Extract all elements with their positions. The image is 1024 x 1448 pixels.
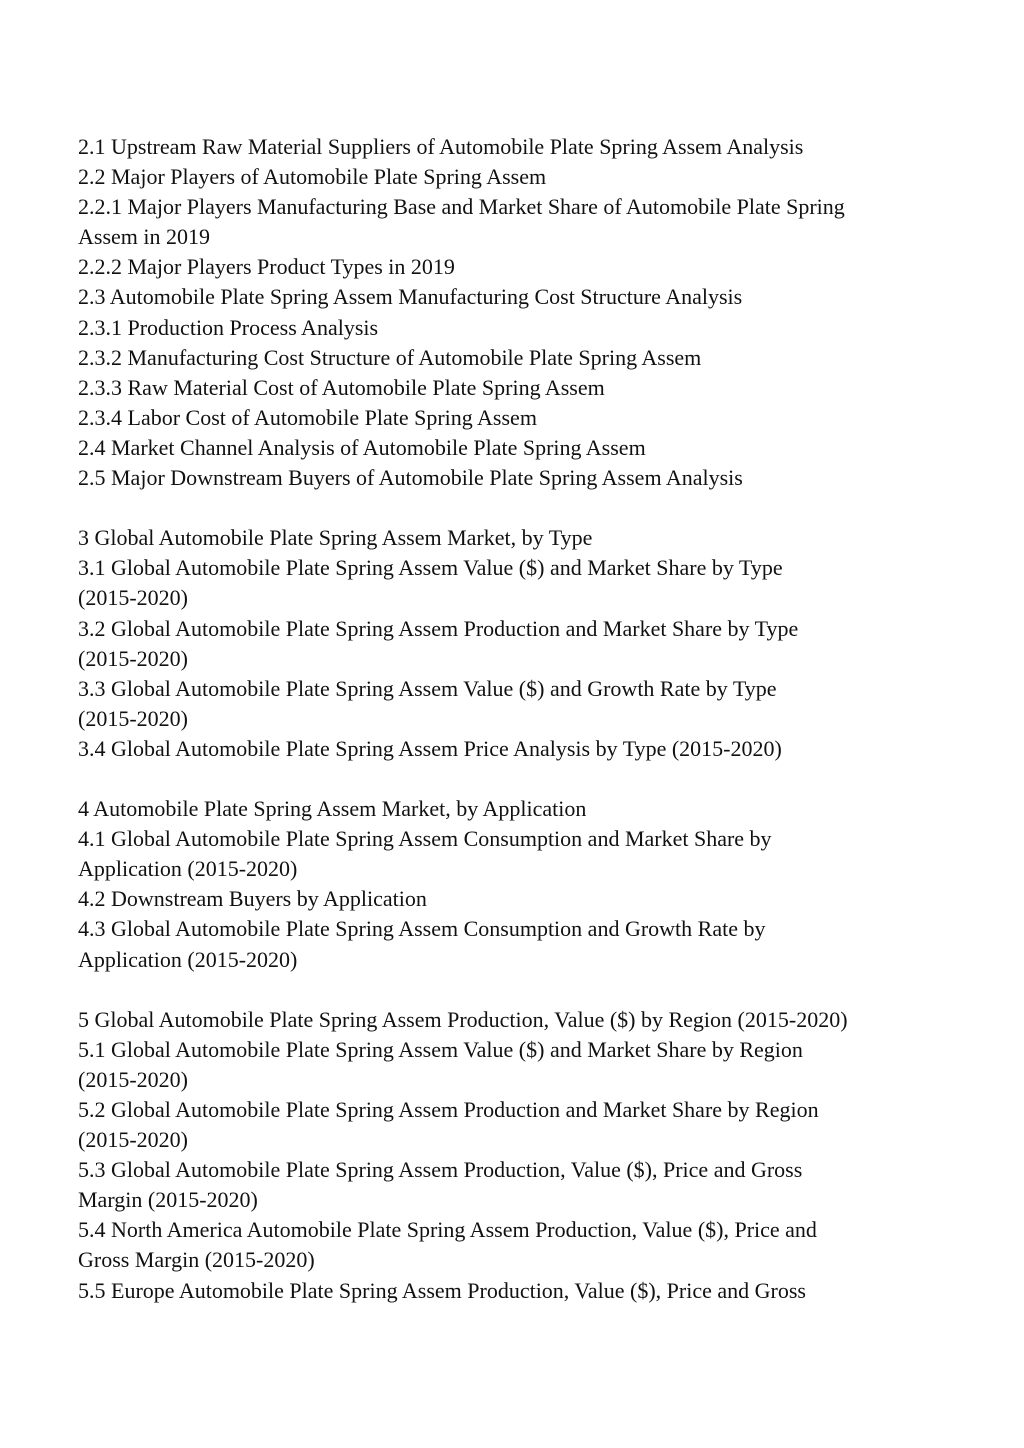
toc-entry-continuation: Assem in 2019 xyxy=(78,224,210,250)
toc-entry-continuation: (2015-2020) xyxy=(78,1127,188,1153)
toc-entry: 2.2 Major Players of Automobile Plate Spring Assem xyxy=(78,164,547,190)
toc-entry: 4.3 Global Automobile Plate Spring Assem Consumption and Growth Rate by xyxy=(78,916,766,942)
toc-entry: 2.1 Upstream Raw Material Suppliers of Automobile Plate Spring Assem Analysis xyxy=(78,134,804,159)
toc-entry: 2.2.2 Major Players Product Types in 2019 xyxy=(78,254,455,280)
toc-entry: 3.1 Global Automobile Plate Spring Assem Value ($) and Market Share by Type xyxy=(78,555,783,581)
toc-entry: 5.3 Global Automobile Plate Spring Assem Production, Value ($), Price and Gross xyxy=(78,1157,803,1183)
toc-entry: 2.3.1 Production Process Analysis xyxy=(78,314,379,340)
toc-entry: 4.1 Global Automobile Plate Spring Assem Consumption and Market Share by xyxy=(78,826,772,852)
toc-entry-continuation: Gross Margin (2015-2020) xyxy=(78,1247,315,1273)
toc-entry-continuation: (2015-2020) xyxy=(78,585,188,611)
toc-section-heading: 5 Global Automobile Plate Spring Assem Production, Value ($) by Region (2015-2020) xyxy=(78,1006,848,1032)
toc-entry-continuation: (2015-2020) xyxy=(78,645,188,671)
toc-section-heading: 3 Global Automobile Plate Spring Assem Market, by Type xyxy=(78,525,593,551)
toc-entry-continuation: Application (2015-2020) xyxy=(78,946,298,972)
toc-entry: 2.3.4 Labor Cost of Automobile Plate Spring Assem xyxy=(78,404,537,430)
toc-entry: 2.3.2 Manufacturing Cost Structure of Automobile Plate Spring Assem xyxy=(78,344,702,370)
toc-entry: 5.4 North America Automobile Plate Spring Assem Production, Value ($), Price and xyxy=(78,1217,817,1243)
toc-entry: 5.2 Global Automobile Plate Spring Assem Production and Market Share by Region xyxy=(78,1097,819,1122)
toc-entry: 5.5 Europe Automobile Plate Spring Assem Production, Value ($), Price and Gross xyxy=(78,1277,806,1303)
toc-entry: 2.3.3 Raw Material Cost of Automobile Plate Spring Assem xyxy=(78,374,605,400)
section-gap xyxy=(78,493,958,523)
toc-entry-continuation: Application (2015-2020) xyxy=(78,856,298,882)
toc-entry-continuation: (2015-2020) xyxy=(78,705,188,731)
toc-entry: 2.5 Major Downstream Buyers of Automobile Plate Spring Assem Analysis xyxy=(78,465,743,491)
toc-entry: 2.2.1 Major Players Manufacturing Base and Market Share of Automobile Plate Spring xyxy=(78,194,845,220)
section-gap xyxy=(78,764,958,794)
toc-entry: 2.3 Automobile Plate Spring Assem Manufacturing Cost Structure Analysis xyxy=(78,284,743,310)
toc-entry: 5.1 Global Automobile Plate Spring Assem Value ($) and Market Share by Region xyxy=(78,1036,803,1062)
toc-entry: 4.2 Downstream Buyers by Application xyxy=(78,886,427,912)
toc-entry-continuation: Margin (2015-2020) xyxy=(78,1187,258,1213)
toc-entry: 3.3 Global Automobile Plate Spring Assem Value ($) and Growth Rate by Type xyxy=(78,675,777,701)
toc-entry: 3.4 Global Automobile Plate Spring Assem Price Analysis by Type (2015-2020) xyxy=(78,735,782,761)
toc-entry: 3.2 Global Automobile Plate Spring Assem Production and Market Share by Type xyxy=(78,615,799,641)
toc-entry: 2.4 Market Channel Analysis of Automobile Plate Spring Assem xyxy=(78,434,646,460)
section-gap xyxy=(78,975,958,1005)
table-of-contents xyxy=(78,132,958,1306)
toc-entry-continuation: (2015-2020) xyxy=(78,1066,188,1092)
toc-section-heading: 4 Automobile Plate Spring Assem Market, by Application xyxy=(78,796,587,822)
